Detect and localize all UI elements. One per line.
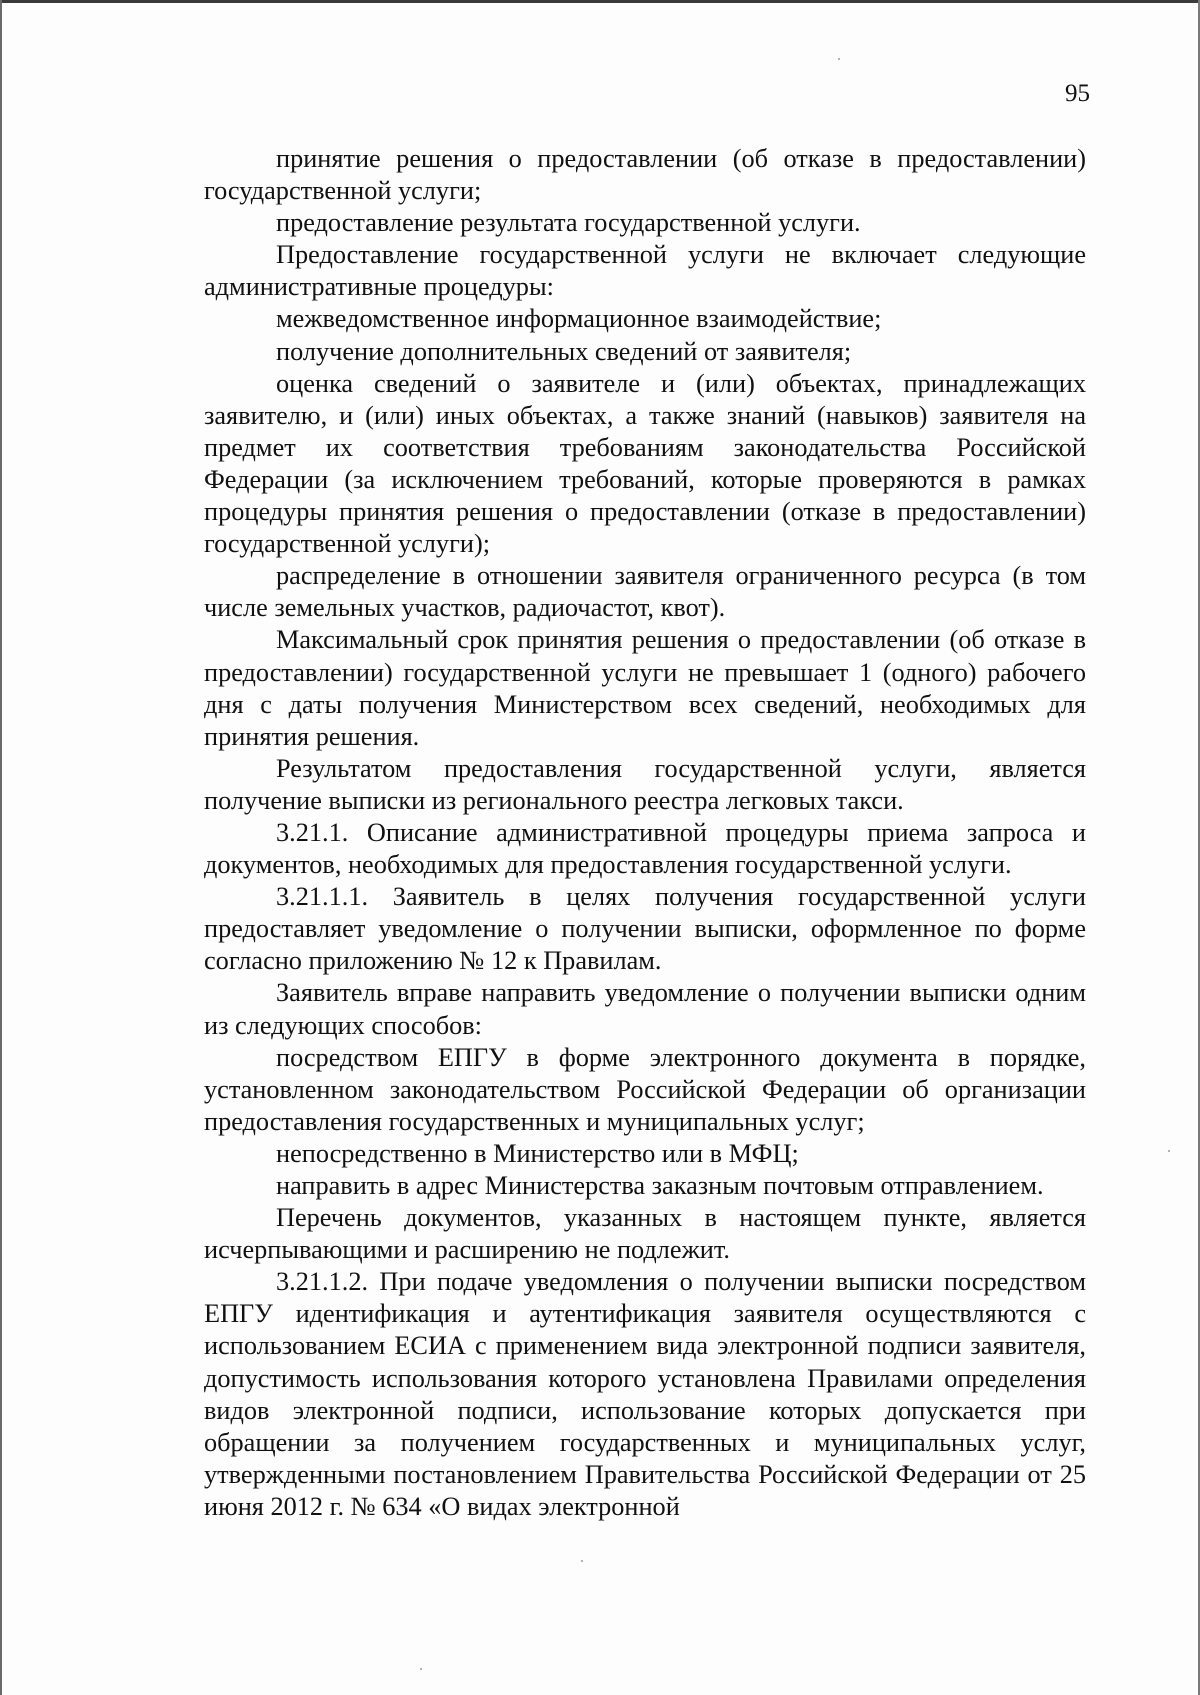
paragraph-method-direct: непосредственно в Министерство или в МФЦ; [276, 1138, 799, 1168]
paragraph-service-result: Результатом предоставления государственной услуги, является получение выписки из регионального реестра легковых такси. [204, 753, 1086, 815]
scan-speck [838, 58, 840, 60]
scan-speck [1168, 1150, 1170, 1152]
body-text [204, 143, 1086, 1523]
paragraph-excluded-procedures: Предоставление государственной услуги не включает следующие административные процедуры: [204, 240, 1086, 302]
scan-speck [420, 1668, 422, 1670]
scan-speck [581, 1560, 583, 1562]
paragraph-resource-distribution: распределение в отношении заявителя ограниченного ресурса (в том числе земельных участков, радиочастот, квот). [204, 561, 1086, 623]
page-number: 95 [1065, 80, 1090, 107]
paragraph-applicant-assessment: оценка сведений о заявителе и (или) объектах, принадлежащих заявителю, и (или) иных объектах, а также знаний (навыков) заявителя на предмет их соответствия требованиям законодательства Российской Федерации (за исключением требований, которые проверяются в рамках процедуры принятия решения о предоставлении (отказе в предоставлении) государственной услуги); [204, 368, 1086, 559]
scan-edge-left [0, 0, 2, 1695]
paragraph-section-3-21-1-1: 3.21.1.1. Заявитель в целях получения государственной услуги предоставляет уведомление о получении выписки, оформленное по форме согласно приложению № 12 к Правилам. [204, 882, 1086, 976]
paragraph-additional-info: получение дополнительных сведений от заявителя; [276, 336, 852, 366]
paragraph-decision: принятие решения о предоставлении (об отказе в предоставлении) государственной услуги; [204, 144, 1086, 206]
paragraph-section-3-21-1-2: 3.21.1.2. При подаче уведомления о получении выписки посредством ЕПГУ идентификация и аутентификация заявителя осуществляются с использованием ЕСИА с применением вида электронной подписи заявителя, допустимость использования которого установлена Правилами определения видов электронной подписи, использование которых допускается при обращении за получением государственных и муниципальных услуг, утвержденными постановлением Правительства Российской Федерации от 25 июня 2012 г. № 634 «О видах электронной [204, 1267, 1086, 1521]
scan-edge-top [0, 0, 1200, 3]
paragraph-submission-methods: Заявитель вправе направить уведомление о получении выписки одним из следующих способов: [204, 978, 1086, 1040]
paragraph-result-provision: предоставление результата государственной услуги. [276, 208, 861, 238]
paragraph-method-mail: направить в адрес Министерства заказным почтовым отправлением. [276, 1171, 1044, 1200]
paragraph-max-term: Максимальный срок принятия решения о предоставлении (об отказе в предоставлении) государственной услуги не превышает 1 (одного) рабочего дня с даты получения Министерством всех сведений, необходимых для принятия решения. [204, 625, 1086, 751]
paragraph-section-3-21-1: 3.21.1. Описание административной процедуры приема запроса и документов, необходимых для предоставления государственной услуги. [204, 817, 1086, 880]
paragraph-exhaustive-list: Перечень документов, указанных в настоящем пункте, является исчерпывающими и расширению не подлежит. [204, 1203, 1086, 1265]
paragraph-interagency: межведомственное информационное взаимодействие; [276, 304, 882, 334]
paragraph-method-epgu: посредством ЕПГУ в форме электронного документа в порядке, установленном законодательством Российской Федерации об организации предоставления государственных и муниципальных услуг; [204, 1042, 1086, 1136]
